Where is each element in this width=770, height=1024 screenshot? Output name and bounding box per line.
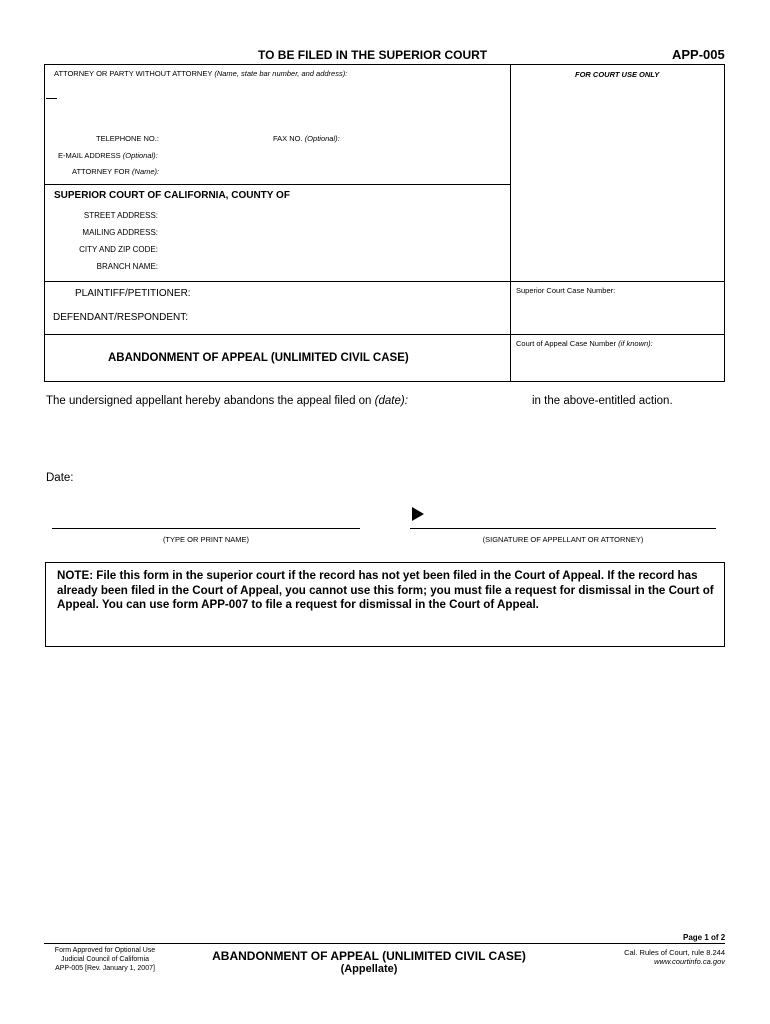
form-number: APP-005 <box>672 47 725 62</box>
print-name-line[interactable] <box>52 528 360 529</box>
signature-line[interactable] <box>410 528 716 529</box>
mailing-address-label: MAILING ADDRESS: <box>82 228 158 237</box>
parties-bottom <box>44 334 725 335</box>
street-address-label: STREET ADDRESS: <box>83 211 158 220</box>
form-title: ABANDONMENT OF APPEAL (UNLIMITED CIVIL CASE) <box>108 352 409 364</box>
attorney-for-label: ATTORNEY FOR (Name): <box>72 167 160 176</box>
approval-line-2: Judicial Council of California <box>61 956 149 963</box>
city-zip-label: CITY AND ZIP CODE: <box>79 245 158 254</box>
court-filing-heading: TO BE FILED IN THE SUPERIOR COURT <box>258 48 488 62</box>
email-label: E-MAIL ADDRESS (Optional): <box>58 151 158 160</box>
approval-line-3: APP-005 [Rev. January 1, 2007] <box>55 965 155 972</box>
signature-arrow-icon <box>412 507 424 521</box>
appeal-case-number-label: Court of Appeal Case Number (if known): <box>516 339 653 348</box>
court-box-bottom <box>44 281 510 282</box>
form-approval <box>44 946 166 973</box>
attorney-box-bottom <box>44 184 510 185</box>
court-website-link[interactable]: www.courtinfo.ca.gov <box>654 957 725 966</box>
superior-court-title: SUPERIOR COURT OF CALIFORNIA, COUNTY OF <box>54 190 290 201</box>
branch-name-label: BRANCH NAME: <box>96 262 158 271</box>
rules-citation <box>580 948 725 966</box>
abandon-statement: The undersigned appellant hereby abandons the appeal filed on (date): <box>46 395 408 407</box>
page-number: Page 1 of 2 <box>683 933 726 942</box>
signature-caption: (SIGNATURE OF APPELLANT OR ATTORNEY) <box>482 535 644 544</box>
approval-line-1: Form Approved for Optional Use <box>54 947 156 954</box>
attorney-entry-mark <box>46 98 57 99</box>
fax-label: FAX NO. (Optional): <box>273 134 340 143</box>
defendant-label: DEFENDANT/RESPONDENT: <box>53 312 189 323</box>
court-use-label: FOR COURT USE ONLY <box>575 70 660 79</box>
footer-title: ABANDONMENT OF APPEAL (UNLIMITED CIVIL CASE) <box>212 949 526 963</box>
plaintiff-label: PLAINTIFF/PETITIONER: <box>75 288 191 299</box>
attorney-label: ATTORNEY OR PARTY WITHOUT ATTORNEY (Name, state bar number, and address): <box>54 69 348 78</box>
telephone-label: TELEPHONE NO.: <box>96 134 159 143</box>
date-label: Date: <box>46 472 74 484</box>
footer-subtitle: (Appellate) <box>340 963 398 975</box>
footer-rule <box>44 943 725 944</box>
abandon-statement-suffix: in the above-entitled action. <box>532 395 673 407</box>
court-use-bottom <box>510 281 725 282</box>
print-name-caption: (TYPE OR PRINT NAME) <box>162 535 250 544</box>
note-text: NOTE: File this form in the superior court if the record has not yet been filed in the Court of Appeal. If the record has already been filed in the Court of Appeal, you cannot use this form; you must file a request for dismissal in the Court of Appeal. You can use form APP-007 to file a request for dismissal in the Court of Appeal. <box>57 569 714 612</box>
rule-reference: Cal. Rules of Court, rule 8.244 <box>624 948 725 957</box>
superior-case-number-label: Superior Court Case Number: <box>516 286 616 295</box>
